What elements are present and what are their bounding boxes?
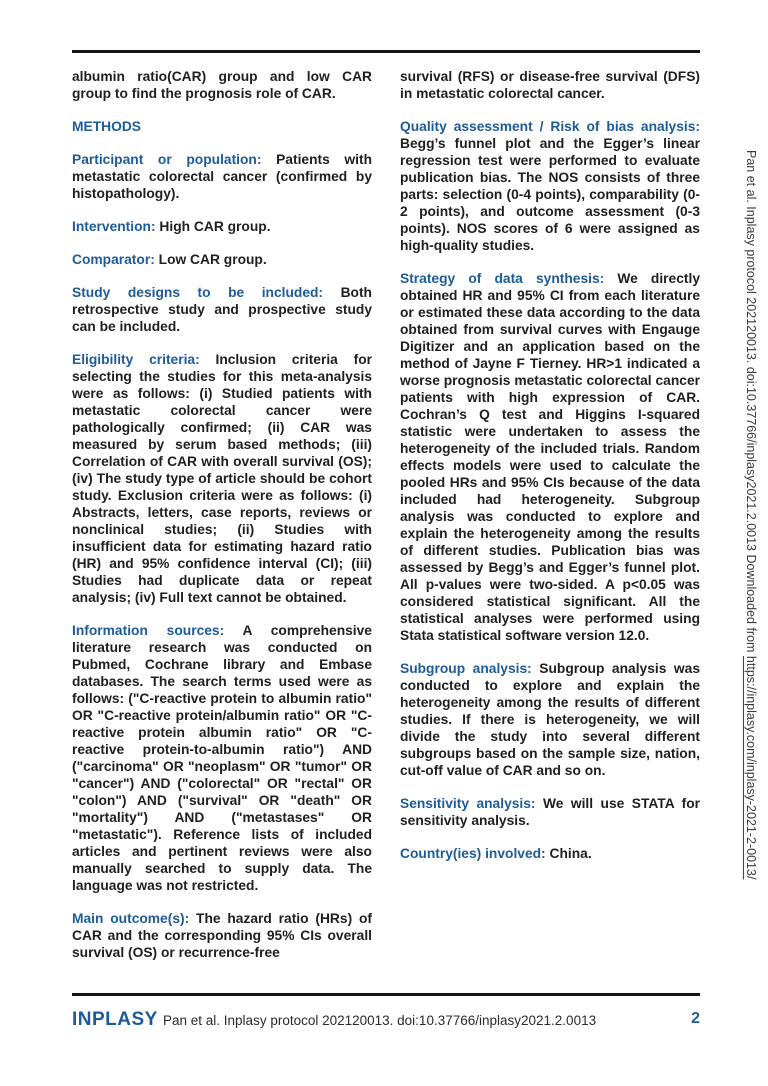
two-column-body <box>72 68 700 961</box>
section-label: Eligibility criteria: <box>72 352 200 367</box>
continuation-text: survival (RFS) or disease-free survival (DFS) in metastatic colorectal cancer. <box>400 69 700 101</box>
side-citation <box>744 150 758 970</box>
section-label: Intervention: <box>72 219 156 234</box>
section-text: Both retrospective study and prospective study can be included. <box>72 285 372 334</box>
inplasy-logo: INPLASY <box>72 1009 158 1030</box>
section-text: The hazard ratio (HRs) of CAR and the corresponding 95% CIs overall survival (OS) or recurrence-free <box>72 911 372 960</box>
section-subgroup-analysis <box>400 660 700 779</box>
bottom-rule <box>72 993 700 996</box>
intro-text: albumin ratio(CAR) group and low CAR group to find the prognosis role of CAR. <box>72 69 372 101</box>
section-text: Subgroup analysis was conducted to explore and explain the heterogeneity among the results of different studies. If there is heterogeneity, we will divide the study into several different subgroups based on the sample size, nation, cut-off value of CAR and so on. <box>400 661 700 778</box>
page-number: 2 <box>691 1010 700 1027</box>
section-text: Begg’s funnel plot and the Egger’s linear regression test were performed to evaluate publication bias. The NOS consists of three parts: selection (0-4 points), comparability (0-2 points), and outcome assessment (0-3 points). NOS scores of 6 were assigned as high-quality studies. <box>400 136 700 253</box>
section-text: China. <box>549 846 592 861</box>
section-label: Study designs to be included: <box>72 285 324 300</box>
left-column <box>72 68 372 961</box>
right-column <box>400 68 700 961</box>
section-main-outcomes <box>72 910 372 961</box>
section-label: Sensitivity analysis: <box>400 796 536 811</box>
methods-heading: METHODS <box>72 119 141 134</box>
section-sensitivity-analysis <box>400 795 700 829</box>
section-text: A comprehensive literature research was conducted on Pubmed, Cochrane library and Embase databases. The search terms used were as follows: ("C-reactive protein to albumin ratio" OR "C-reactive protein/albumin ratio" OR "C-reactive protein albumin ratio" OR "C-reactive protein-to-albumin ratio") AND ("carcinoma" OR "neoplasm" OR "tumor" OR "cancer") AND ("colorectal" OR "rectal" OR "colon") AND ("survival" OR "death" OR "mortality") AND ("metastases" OR "metastatic"). Reference lists of included articles and pertinent reviews were also manually searched to supply data. The language was not restricted. <box>72 623 372 893</box>
section-label: Subgroup analysis: <box>400 661 532 676</box>
section-eligibility-criteria <box>72 351 372 606</box>
section-text: Inclusion criteria for selecting the studies for this meta-analysis were as follows: (i) Studied patients with metastatic colorectal cancer were pathologically confirmed; (ii) CAR was measured by serum based methods; (iii) Correlation of CAR with overall survival (OS); (iv) The study type of article should be cohort study. Exclusion criteria were as follows: (i) Abstracts, letters, case reports, reviews or nonclinical studies; (ii) Studies with insufficient data for estimating hazard ratio (HR) and 95% confidence interval (CI); (iii) Studies had duplicate data or repeat analysis; (iv) Full text cannot be obtained. <box>72 352 373 605</box>
footer-citation: Pan et al. Inplasy protocol 202120013. doi:10.37766/inplasy2021.2.0013 <box>163 1013 597 1028</box>
section-comparator <box>72 251 372 268</box>
section-label: Comparator: <box>72 252 155 267</box>
top-rule <box>72 50 700 53</box>
section-study-designs <box>72 284 372 335</box>
section-label: Quality assessment / Risk of bias analysis: <box>400 119 700 134</box>
section-label: Strategy of data synthesis: <box>400 271 605 286</box>
side-citation-link[interactable]: https://inplasy.com/inplasy-2021-2-0013/ <box>744 655 758 880</box>
section-text: We directly obtained HR and 95% CI from each literature or estimated these data according to the data obtained from survival curves with Engauge Digitizer and an application based on the method of Jayne F Tierney. HR>1 indicated a worse prognosis metastatic colorectal cancer patients with high expression of CAR. Cochran’s Q test and Higgins I-squared statistic were undertaken to assess the heterogeneity of the included trials. Random effects models were used to calculate the pooled HRs and 95% CIs because of the data included had heterogeneity. Subgroup analysis was conducted to explore and explain the heterogeneity among the results of different studies. Publication bias was assessed by Begg’s and Egger’s funnel plot. All p-values were two-sided. A p<0.05 was considered statistical significant. All the statistical analyses were performed using Stata statistical software version 12.0. <box>400 271 700 643</box>
section-quality-assessment <box>400 118 700 254</box>
section-countries-involved <box>400 845 700 862</box>
section-text: We will use STATA for sensitivity analysis. <box>400 796 700 828</box>
continuation-paragraph <box>400 68 700 102</box>
section-text: High CAR group. <box>159 219 271 234</box>
section-participant-or-population <box>72 151 372 202</box>
section-label: Information sources: <box>72 623 225 638</box>
intro-paragraph <box>72 68 372 102</box>
section-label: Country(ies) involved: <box>400 846 546 861</box>
section-text: Low CAR group. <box>158 252 267 267</box>
section-information-sources <box>72 622 372 894</box>
section-intervention <box>72 218 372 235</box>
side-citation-text: Pan et al. Inplasy protocol 202120013. doi:10.37766/inplasy2021.2.0013 Downloaded from <box>744 150 758 656</box>
section-text: Patients with metastatic colorectal cancer (confirmed by histopathology). <box>72 152 372 201</box>
section-strategy-of-data-synthesis <box>400 270 700 644</box>
section-label: Participant or population: <box>72 152 262 167</box>
section-label: Main outcome(s): <box>72 911 190 926</box>
